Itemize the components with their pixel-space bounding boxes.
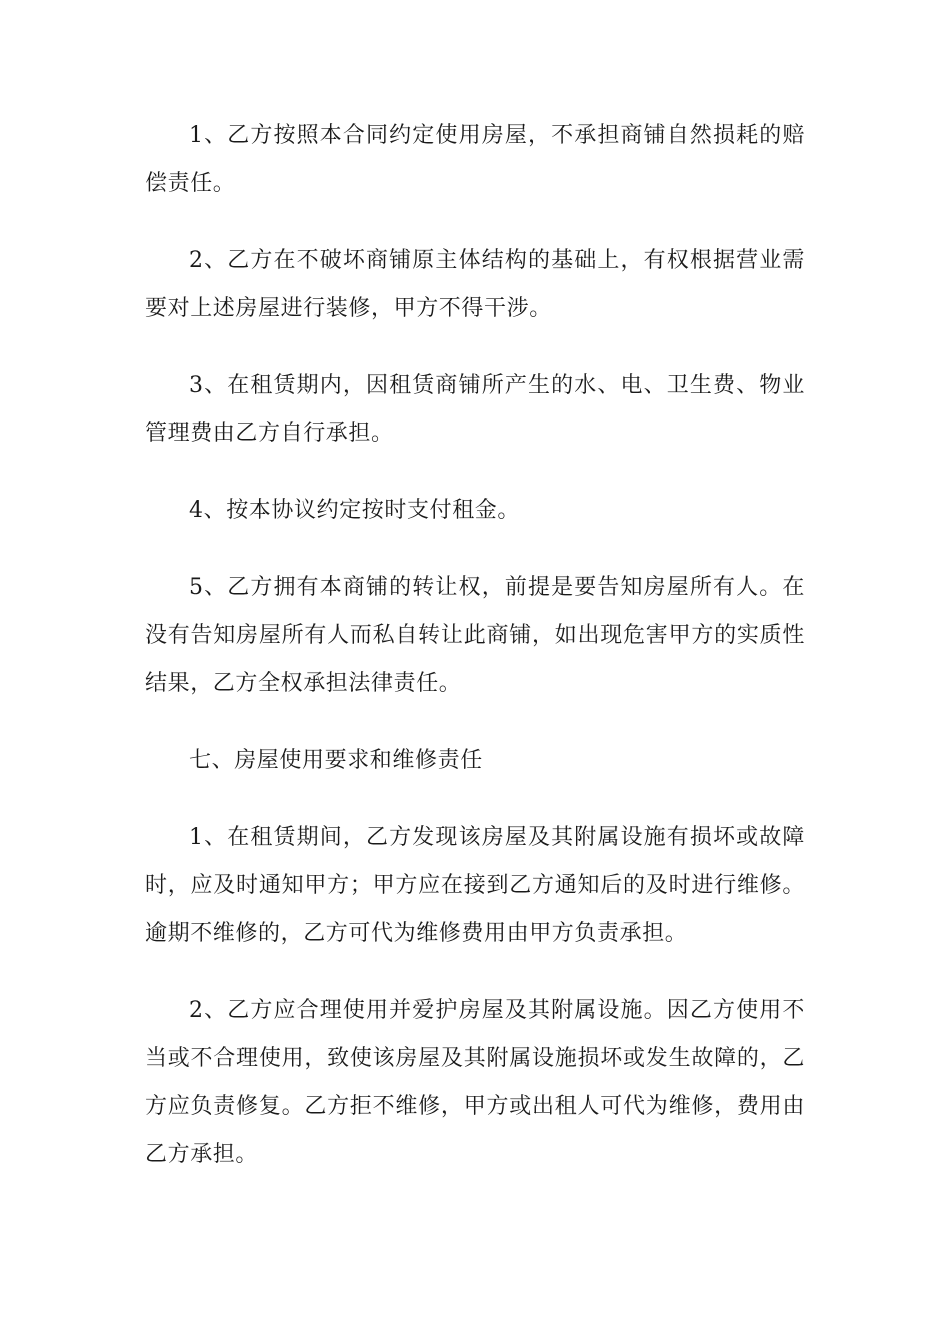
- paragraph-tenant-wear-liability: 1、乙方按照本合同约定使用房屋，不承担商铺自然损耗的赔偿责任。: [145, 123, 805, 196]
- document-body: [145, 112, 805, 1208]
- paragraph-rent-payment: 4、按本协议约定按时支付租金。: [189, 498, 520, 523]
- paragraph-transfer-right: 5、乙方拥有本商铺的转让权，前提是要告知房屋所有人。在没有告知房屋所有人而私自转让此商铺，如出现危害甲方的实质性结果，乙方全权承担法律责任。: [145, 575, 805, 696]
- paragraph-proper-use: 2、乙方应合理使用并爱护房屋及其附属设施。因乙方使用不当或不合理使用，致使该房屋及其附属设施损坏或发生故障的，乙方应负责修复。乙方拒不维修，甲方或出租人可代为维修，费用由乙方承担。: [145, 998, 805, 1167]
- paragraph-tenant-renovation-right: 2、乙方在不破坏商铺原主体结构的基础上，有权根据营业需要对上述房屋进行装修，甲方不得干涉。: [145, 248, 805, 321]
- paragraph-utility-fees: 3、在租赁期内，因租赁商铺所产生的水、电、卫生费、物业管理费由乙方自行承担。: [145, 373, 805, 446]
- paragraph-damage-notification: 1、在租赁期间，乙方发现该房屋及其附属设施有损坏或故障时，应及时通知甲方；甲方应在接到乙方通知后的及时进行维修。逾期不维修的，乙方可代为维修费用由甲方负责承担。: [145, 825, 805, 946]
- section-heading-usage-and-repair: 七、房屋使用要求和维修责任: [189, 748, 483, 773]
